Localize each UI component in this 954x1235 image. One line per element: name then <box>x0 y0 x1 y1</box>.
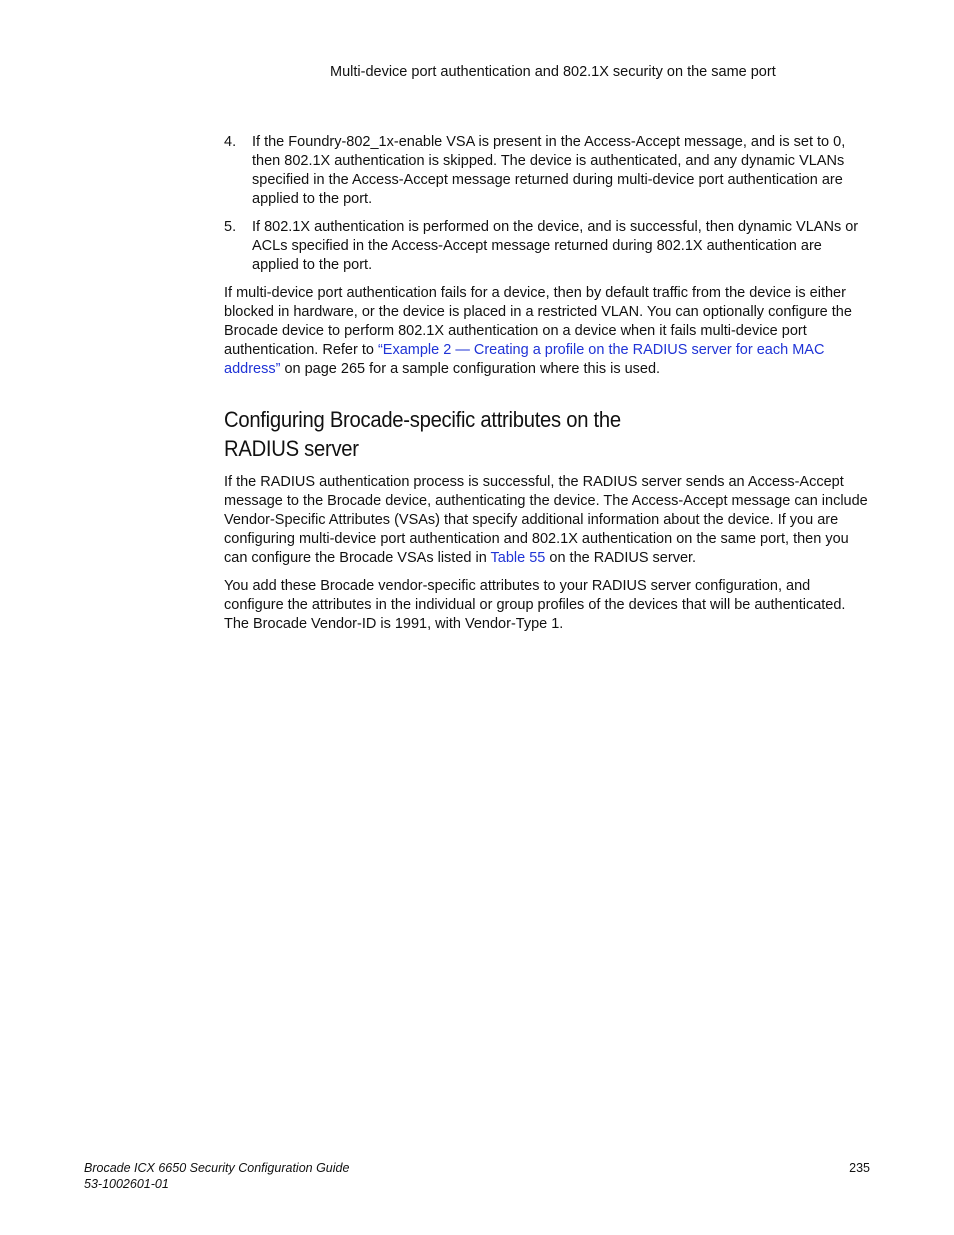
list-item-step-4 <box>224 133 870 209</box>
table-55-link[interactable]: Table 55 <box>490 550 546 566</box>
example-2-link[interactable]: “Example 2 — Creating a profile on the RADIUS server for each MAC address” <box>224 342 825 377</box>
running-header: Multi-device port authentication and 802.1X security on the same port <box>330 64 776 80</box>
doc-number: 53-1002601-01 <box>84 1176 169 1191</box>
step-number: 4. <box>224 134 237 150</box>
paragraph-text: If multi-device port authentication fails for a device, then by default traffic from the device is either blocked in hardware, or the device is placed in a restricted VLAN. You can optionally configure the Brocade device to perform 802.1X authentication on a device when it fails multi-device port authentication. Refer to <box>224 285 852 358</box>
guide-title: Brocade ICX 6650 Security Configuration Guide <box>84 1161 350 1175</box>
step-number: 5. <box>224 219 237 235</box>
paragraph-text: on page 265 for a sample configuration where this is used. <box>280 361 661 377</box>
fallback-paragraph <box>224 284 870 379</box>
step-text: If the Foundry-802_1x-enable VSA is present in the Access-Accept message, and is set to 0, then 802.1X authentication is skipped. The device is authenticated, and any dynamic VLANs specified in the Access-Accept message returned during multi-device port authentication are applied to the port. <box>252 134 846 207</box>
list-item-step-5 <box>224 218 870 275</box>
step-text: If 802.1X authentication is performed on the device, and is successful, then dynamic VLANs or ACLs specified in the Access-Accept message returned during 802.1X authentication are applied to the port. <box>252 219 859 273</box>
section-paragraph-1 <box>224 473 870 568</box>
page-number: 235 <box>849 1161 870 1175</box>
paragraph-text: If the RADIUS authentication process is successful, the RADIUS server sends an Access-Accept message to the Brocade device, authenticating the device. The Access-Accept message can include Vendor-Specific Attributes (VSAs) that specify additional information about the device. If you are configuring multi-device port authentication and 802.1X authentication on the same port, then you can configure the Brocade VSAs listed in <box>224 474 868 566</box>
main-content <box>224 133 870 643</box>
page-footer <box>84 1161 870 1192</box>
paragraph-text: on the RADIUS server. <box>545 550 697 566</box>
section-heading: Configuring Brocade-specific attributes on the RADIUS server <box>224 407 621 461</box>
section-paragraph-2: You add these Brocade vendor-specific attributes to your RADIUS server configuration, and configure the attributes in the individual or group profiles of the devices that will be authenticated. The Brocade Vendor-ID is 1991, with Vendor-Type 1. <box>224 578 846 632</box>
